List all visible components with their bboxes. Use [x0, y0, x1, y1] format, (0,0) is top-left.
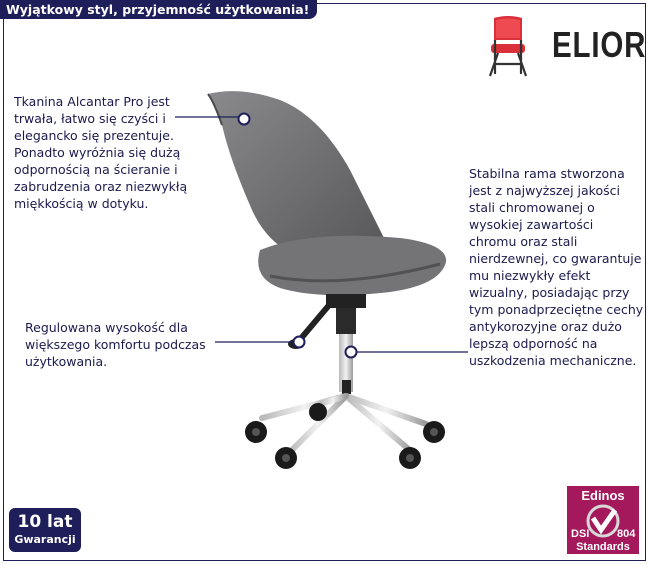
callout-frame: Stabilna rama stworzona jest z najwyższej jakości stali chromowanej o wysokiej zawartości chromu oraz stali nierdzewnej, co gwarantuje mu niezwykły efekt wizualny, posiadając przy tym ponadprzeciętne cechy antykorozyjne oraz dużo lepszą odporność na uszkodzenia mechaniczne.: [469, 166, 644, 368]
chair-image: [200, 80, 460, 480]
warranty-badge: [9, 508, 81, 552]
edinos-certificate-badge: [567, 486, 639, 554]
brand-name: ELIOR: [552, 24, 647, 65]
certificate-left: DSI: [571, 528, 590, 540]
warranty-years: 10 lat: [17, 512, 73, 532]
header-banner: Wyjątkowy styl, przyjemność użytkowania!: [0, 0, 317, 19]
certificate-top: Edinos: [581, 488, 625, 503]
certificate-right: 804: [617, 528, 636, 540]
callout-height: Regulowana wysokość dla większego komfortu podczas użytkowania.: [25, 320, 206, 369]
certificate-bottom: Standards: [576, 541, 630, 553]
callout-fabric: Tkanina Alcantar Pro jest trwała, łatwo się czyści i elegancko się prezentuje. Ponadto wyróżnia się dużą odpornością na ścieranie i zabrudzenia oraz niezwykłą miękkością w dotyku.: [14, 94, 188, 211]
warranty-label: Gwarancji: [14, 533, 76, 546]
